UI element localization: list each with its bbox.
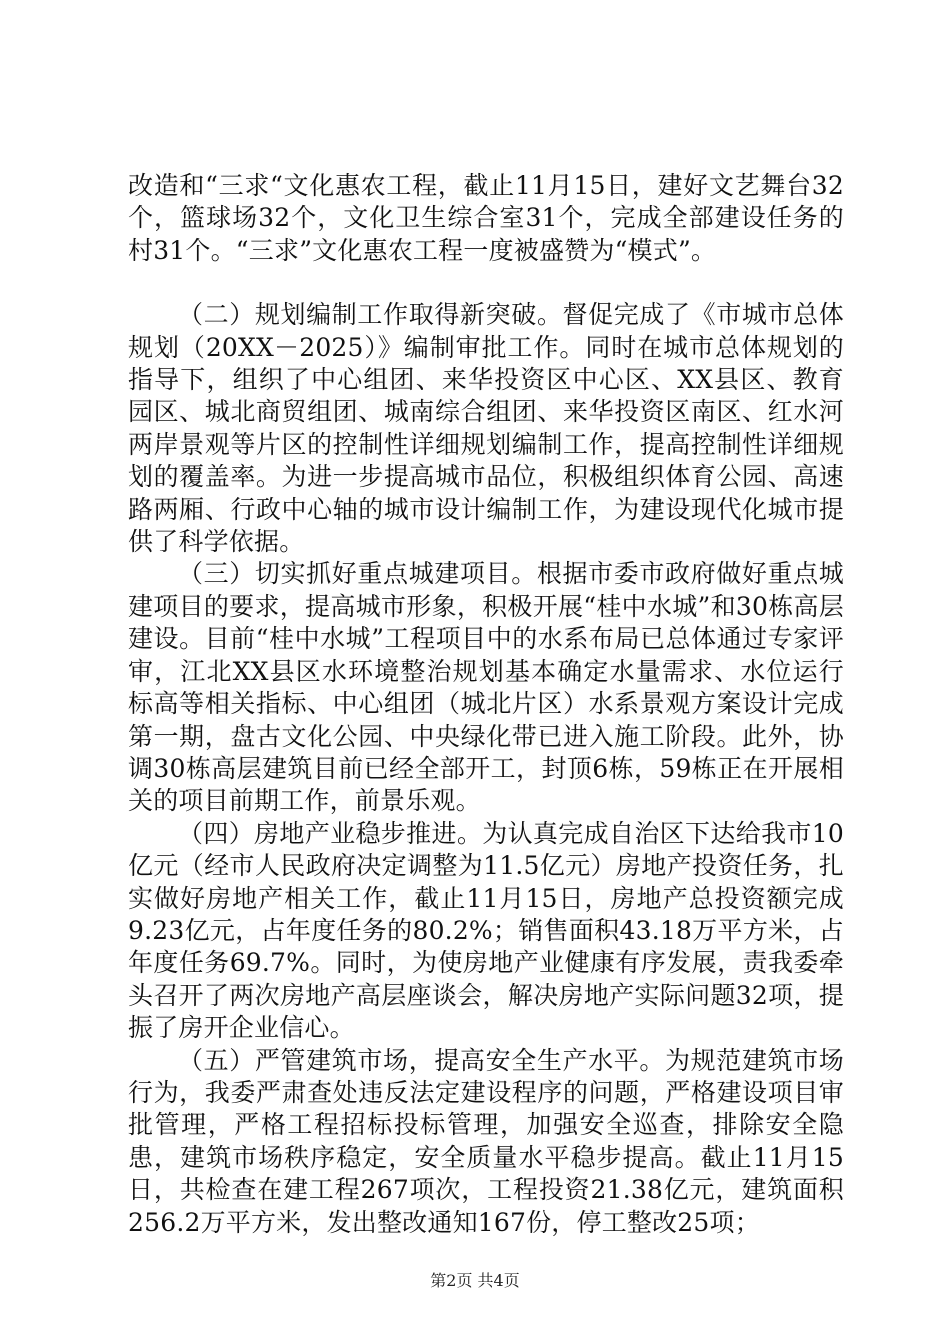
paragraph-planning: （二）规划编制工作取得新突破。督促完成了《市城市总体规划（20XX－2025）》编制审批工作。同时在城市总体规划的指导下，组织了中心组团、来华投资区中心区、XX县区、教育园区、城北商贸组团、城南综合组团、来华投资区南区、红水河两岸景观等片区的控制性详细规划编制工作，提高控制性详细规划的覆盖率。为进一步提高城市品位，积极组织体育公园、高速路两厢、行政中心轴的城市设计编制工作，为建设现代化城市提供了科学依据。 — [128, 300, 844, 557]
page-number-footer: 第2页 共4页 — [430, 1271, 520, 1290]
document-body — [128, 170, 844, 1239]
paragraph-construction-market: （五）严管建筑市场，提高安全生产水平。为规范建筑市场行为，我委严肃查处违反法定建设程序的问题，严格建设项目审批管理，严格工程招标投标管理，加强安全巡查，排除安全隐患，建筑市场秩序稳定，安全质量水平稳步提高。截止11月15日，共检查在建工程267项次，工程投资21.38亿元，建筑面积256.2万平方米，发出整改通知167份，停工整改25项； — [128, 1045, 844, 1237]
paragraph-real-estate: （四）房地产业稳步推进。为认真完成自治区下达给我市10亿元（经市人民政府决定调整为11.5亿元）房地产投资任务，扎实做好房地产相关工作，截止11月15日，房地产总投资额完成9.23亿元，占年度任务的80.2%；销售面积43.18万平方米，占年度任务69.7%。同时，为使房地产业健康有序发展，责我委牵头召开了两次房地产高层座谈会，解决房地产实际问题32项，提振了房开企业信心。 — [128, 818, 844, 1043]
paragraph-continuation: 改造和“三求“文化惠农工程，截止11月15日，建好文艺舞台32个，篮球场32个，文化卫生综合室31个，完成全部建设任务的村31个。“三求”文化惠农工程一度被盛赞为“模式”。 — [128, 171, 844, 265]
paragraph-key-projects: （三）切实抓好重点城建项目。根据市委市政府做好重点城建项目的要求，提高城市形象，积极开展“桂中水城”和30栋高层建设。目前“桂中水城”工程项目中的水系布局已总体通过专家评审，江北XX县区水环境整治规划基本确定水量需求、水位运行标高等相关指标、中心组团（城北片区）水系景观方案设计完成第一期，盘古文化公园、中央绿化带已进入施工阶段。此外，协调30栋高层建筑目前已经全部开工，封顶6栋，59栋正在开展相关的项目前期工作，前景乐观。 — [128, 559, 844, 816]
